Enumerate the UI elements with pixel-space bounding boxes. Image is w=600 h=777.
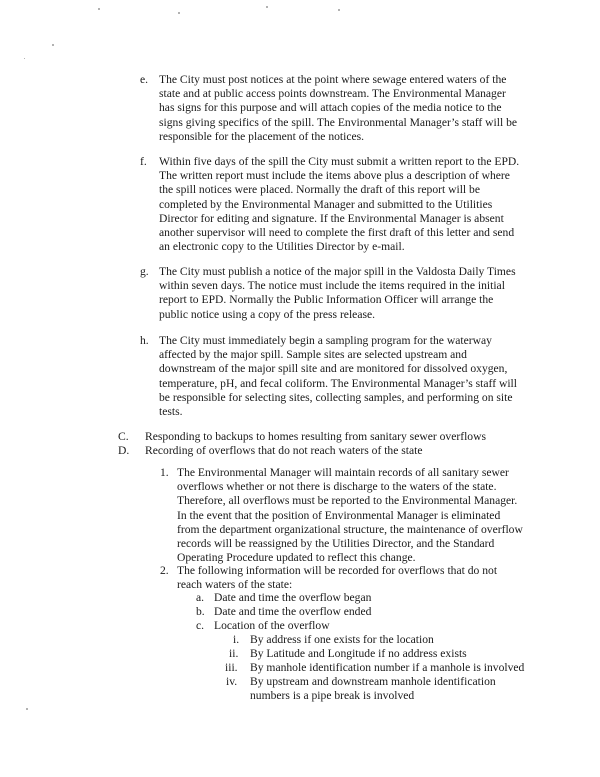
letter-marker-b: b. [196,605,205,618]
list-marker-g: g. [140,265,149,278]
text-line: Location of the overflow [214,619,330,632]
text-line: overflows whether or not there is discharge to the waters of the state. [177,480,497,494]
letter-marker-c: c. [196,619,205,632]
section-marker-d: D. [118,444,130,457]
text-line: By address if one exists for the location [250,633,434,646]
text-line: Recording of overflows that do not reach waters of the state [145,444,423,457]
paragraph-1 [177,466,523,565]
text-line: reach waters of the state: [177,578,293,592]
text-line: The Environmental Manager will maintain records of all sanitary sewer [177,466,509,479]
text-line: The written report must include the items above plus a description of where [159,169,510,183]
letter-marker-a: a. [196,591,205,604]
text-line: The City must immediately begin a sampling program for the waterway [159,334,492,347]
roman-marker-ii: ii. [229,647,239,660]
text-line: records will be reassigned by the Utilities Director, and the Standard [177,537,495,551]
text-line: Within five days of the spill the City must submit a written report to the EPD. [159,155,520,168]
text-line: numbers is a pipe break is involved [250,689,415,703]
scan-speck [338,9,340,11]
list-marker-f: f. [140,155,147,168]
text-line: downstream of the major spill site and are monitored for dissolved oxygen, [159,362,508,376]
paragraph-f [159,155,519,254]
scan-speck [98,8,100,10]
text-line: an electronic copy to the Utilities Director by e-mail. [159,240,405,254]
roman-marker-iii: iii. [225,661,238,674]
text-line: Date and time the overflow ended [214,605,372,618]
section-heading-d [145,444,423,458]
text-line: report to EPD. Normally the Public Information Officer will arrange the [159,293,494,307]
text-line: Operating Procedure updated to reflect this change. [177,551,416,565]
sub-item-a [214,591,371,605]
number-marker-2: 2. [160,564,169,577]
paragraph-e [159,73,517,144]
text-line: Date and time the overflow began [214,591,372,604]
list-marker-e: e. [140,73,149,86]
sub-sub-item-i [250,633,434,647]
text-line: responsible for the placement of the notices. [159,129,365,143]
section-marker-c: C. [118,430,129,443]
text-line: Responding to backups to homes resulting from sanitary sewer overflows [145,430,486,443]
text-line: state and at public access points downstream. The Environmental Manager [159,87,506,101]
text-line: completed by the Environmental Manager and submitted to the Utilities [159,197,493,211]
text-line: another supervisor will need to complete the first draft of this letter and send [159,226,515,240]
text-line: The City must post notices at the point where sewage entered waters of the [159,73,507,86]
scan-speck [24,58,25,59]
text-line: has signs for this purpose and will attach copies of the media notice to the [159,101,502,115]
sub-sub-item-iii [250,661,524,675]
scan-speck [178,12,180,14]
text-line: the spill notices were placed. Normally the draft of this report will be [159,183,480,197]
text-line: The following information will be recorded for overflows that do not [177,564,498,577]
text-line: within seven days. The notice must include the items required in the initial [159,279,505,293]
paragraph-g [159,265,516,322]
text-line: signs giving specifics of the spill. The Environmental Manager’s staff will be [159,115,518,129]
sub-item-c [214,619,330,633]
text-line: Therefore, all overflows must be reported to the Environmental Manager. [177,494,518,508]
text-line: By Latitude and Longitude if no address exists [250,647,467,660]
text-line: be responsible for selecting sites, collecting samples, and performing on site [159,390,513,404]
scan-speck [266,6,268,8]
text-line: The City must publish a notice of the major spill in the Valdosta Daily Times [159,265,516,278]
sub-sub-item-ii [250,647,467,661]
paragraph-2 [177,564,497,592]
text-line: Director for editing and signature. If the Environmental Manager is absent [159,211,504,225]
scan-speck [26,708,28,710]
list-marker-h: h. [140,334,149,347]
text-line: affected by the major spill. Sample sites are selected upstream and [159,348,467,362]
text-line: By manhole identification number if a manhole is involved [250,661,525,674]
number-marker-1: 1. [160,466,169,479]
text-line: In the event that the position of Environmental Manager is eliminated [177,508,501,522]
scan-speck [52,44,54,46]
paragraph-h [159,334,517,419]
roman-marker-iv: iv. [226,675,238,688]
sub-sub-item-iv [250,675,496,703]
text-line: By upstream and downstream manhole identification [250,675,496,688]
text-line: public notice using a copy of the press release. [159,307,376,321]
text-line: from the department organizational structure, the maintenance of overflow [177,522,523,536]
sub-item-b [214,605,371,619]
text-line: temperature, pH, and fecal coliform. The Environmental Manager’s staff will [159,376,517,390]
text-line: tests. [159,405,183,419]
section-heading-c [145,430,486,444]
roman-marker-i: i. [233,633,240,646]
